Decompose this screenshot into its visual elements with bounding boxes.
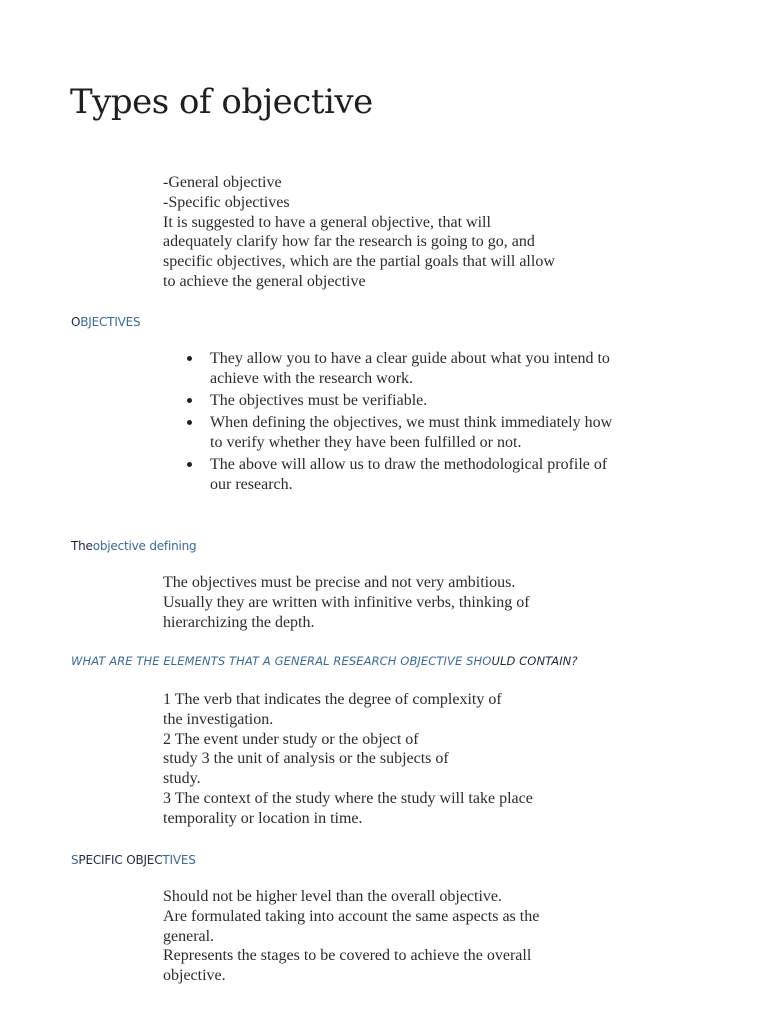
defining-heading-first: The	[71, 539, 93, 553]
bullet-item: When defining the objectives, we must think immediately how to verify whether they have been fulfilled or not.	[185, 413, 625, 453]
bullet-item: They allow you to have a clear guide about what you intend to achieve with the research work.	[185, 349, 625, 389]
defining-heading-rest: objective defining	[92, 539, 197, 553]
elements-line: temporality or location in time.	[163, 809, 363, 827]
intro-line: -Specific objectives	[163, 193, 290, 211]
specific-line: Should not be higher level than the overall objective.	[163, 888, 503, 905]
specific-line: objective.	[163, 967, 226, 985]
specific-line: general.	[163, 927, 215, 945]
specific-heading-part2: PECIFIC OBJEC	[78, 853, 163, 867]
specific-line: Are formulated taking into account the same aspects as the	[163, 907, 540, 925]
defining-line: Usually they are written with infinitive verbs, thinking of	[163, 593, 530, 611]
defining-line: The objectives must be precise and not very ambitious.	[163, 574, 516, 591]
intro-line: It is suggested to have a general objective, that will	[163, 213, 491, 231]
elements-line: 1 The verb that indicates the degree of complexity of	[163, 691, 502, 708]
elements-line: 3 The context of the study where the study will take place	[163, 789, 533, 807]
intro-line: specific objectives, which are the partial goals that will allow	[163, 253, 555, 271]
specific-line: Represents the stages to be covered to achieve the overall	[163, 947, 532, 965]
specific-paragraph	[163, 887, 623, 986]
bullet-item: The above will allow us to draw the methodological profile of our research.	[185, 455, 625, 495]
objectives-heading-rest: BJECTIVES	[80, 315, 141, 329]
elements-line: 2 The event under study or the object of	[163, 730, 419, 748]
elements-heading-rest: ULD CONTAIN?	[491, 654, 578, 668]
defining-heading	[71, 539, 196, 553]
objectives-heading-first: O	[71, 315, 81, 329]
specific-heading-part3: TIVES	[162, 853, 196, 867]
intro-line: -General objective	[163, 174, 282, 191]
page-title: Types of objective	[70, 82, 373, 122]
intro-paragraph	[163, 173, 623, 292]
objectives-bullet-list	[185, 349, 625, 497]
elements-heading	[71, 654, 578, 668]
defining-paragraph	[163, 573, 623, 632]
specific-heading-part1: S	[71, 853, 79, 867]
elements-heading-first: WHAT ARE THE ELEMENTS THAT A GENERAL RESEARCH OBJECTIVE SHO	[71, 654, 492, 668]
elements-line: study 3 the unit of analysis or the subjects of	[163, 750, 449, 768]
elements-paragraph	[163, 690, 623, 829]
bullet-item: The objectives must be verifiable.	[185, 391, 625, 411]
intro-line: adequately clarify how far the research is going to go, and	[163, 233, 535, 251]
defining-line: hierarchizing the depth.	[163, 613, 315, 631]
specific-heading	[71, 853, 196, 867]
elements-line: the investigation.	[163, 710, 274, 728]
objectives-heading	[71, 315, 140, 329]
elements-line: study.	[163, 770, 201, 788]
intro-line: to achieve the general objective	[163, 272, 366, 290]
